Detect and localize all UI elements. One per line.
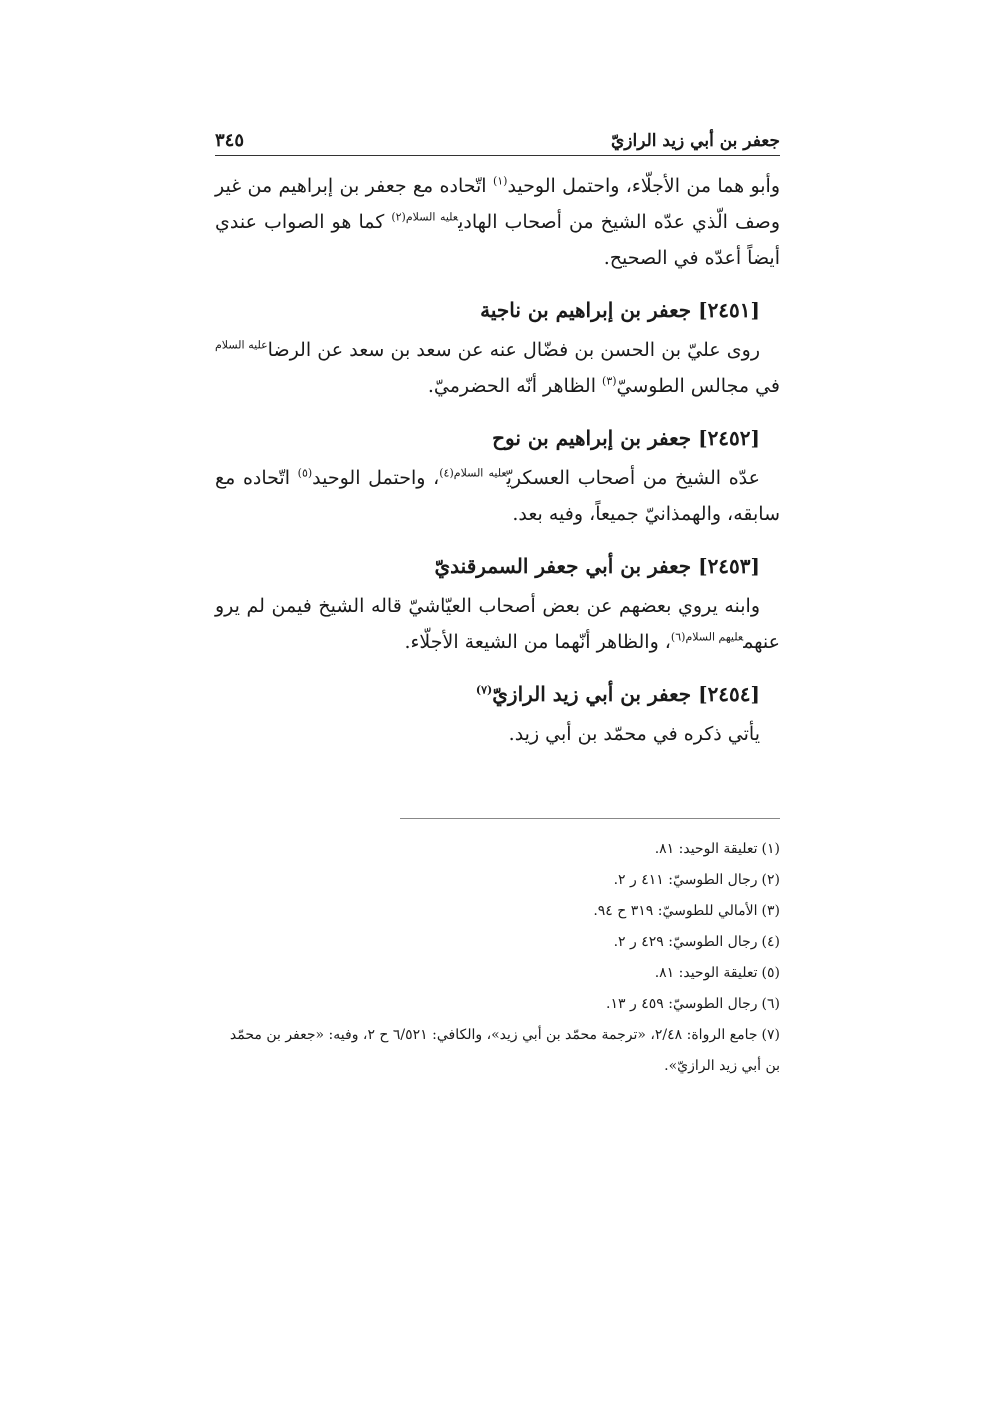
entry-2453 [215,548,780,660]
footnote-text: رجال الطوسيّ: ٤٥٩ ر ١٣. [606,996,758,1012]
honorific-glyph: عليه السلام [215,338,268,352]
footnote-ref-3: (٣) [602,374,617,388]
footnote-ref-2: (٢) [391,210,406,224]
entry-title: [٢٤٥٣] جعفر بن أبي جعفر السمرقنديّ [434,554,760,578]
entry-title [215,676,780,712]
footnote-number: (٧) [761,1027,780,1043]
footnote-text: تعليقة الوحيد: ٨١. [654,841,758,857]
footnote-ref-6: (٦) [670,630,686,644]
intro-paragraph [215,168,780,276]
footnote-text: جامع الرواة: ٢/٤٨، «ترجمة محمّد بن أبي زيد»، والكافي: ٦/٥٢١ ح ٢، وفيه: «جعفر بن محمّد بن أبي زيد الرازيّ». [229,1027,780,1074]
honorific-glyph: عليهم السلام [685,630,744,644]
footnote-7 [215,1020,780,1082]
footnote-3 [215,896,780,927]
entry-text [215,716,780,752]
footnote-ref-7: (٧) [475,683,493,697]
honorific-glyph: عليه السلام [405,210,459,224]
footnote-divider [400,818,780,819]
footnote-1 [215,834,780,865]
intro-text-3: أعدّه في الصحيح. [603,247,742,269]
footnotes [215,834,780,1082]
entry-2451 [215,292,780,404]
entry-title: [٢٤٥١] جعفر بن إبراهيم بن ناجية [480,298,760,322]
entry-2454 [215,676,780,752]
entry-text-b: ، واحتمل الوحيد [312,467,440,489]
footnote-6 [215,989,780,1020]
footnote-number: (٥) [761,965,780,981]
footnote-4 [215,927,780,958]
page-number: ٣٤٥ [215,130,245,151]
intro-text-1: وأبو هما من الأجلّاء، واحتمل الوحيد [507,175,781,197]
footnote-number: (٣) [761,903,780,919]
entry-text [215,588,780,660]
entry-text-a: عدّه الشيخ من أصحاب العسكريّ [506,467,760,489]
footnote-ref-5: (٥) [297,466,313,480]
entry-text-c: الظاهر أنّه الحضرميّ. [427,375,603,397]
entry-text-b: ، والظاهر أنّهما من الشيعة الأجلّاء. [404,631,671,653]
footnote-ref-4: (٤) [439,466,454,480]
footnote-text: الأمالي للطوسيّ: ٣١٩ ح ٩٤. [593,903,758,919]
footnote-2 [215,865,780,896]
footnote-text: رجال الطوسيّ: ٤٢٩ ر ٢. [613,934,758,950]
page-body [215,168,780,752]
running-header [215,120,780,156]
honorific-glyph: عليه السلام [453,466,507,480]
footnote-number: (٢) [761,872,780,888]
footnote-ref-1: (١) [492,174,508,188]
header-title: جعفر بن أبي زيد الرازيّ [610,131,780,151]
book-page [215,0,780,1403]
entry-text [215,332,780,404]
intro-text-2b: كما هو الصواب عندي أيضاً [215,211,780,269]
entry-title: [٢٤٥٢] جعفر بن إبراهيم بن نوح [492,426,760,450]
entry-text-a: يأتي ذكره في محمّد بن أبي زيد. [508,723,760,745]
intro-text-1b: اتّحاده مع جعفر بن إبراهيم من غير [215,175,493,197]
footnote-number: (٤) [761,934,780,950]
entry-2452 [215,420,780,532]
footnote-text: تعليقة الوحيد: ٨١. [654,965,758,981]
footnote-number: (٦) [761,996,780,1012]
entry-text-b: في مجالس الطوسيّ [616,375,780,397]
entry-text-a: وابنه يروي بعضهم عن بعض أصحاب العيّاشيّ قاله الشيخ فيمن لم يرو عنهم [215,595,780,653]
entry-text [215,460,780,532]
footnote-text: رجال الطوسيّ: ٤١١ ر ٢. [613,872,758,888]
entry-text-a: روى عليّ بن الحسن بن فضّال عنه عن سعد بن سعد عن الرضا [267,339,761,361]
entry-text-c: اتّحاده مع سابقه، والهمذانيّ جميعاً، وفيه بعد. [215,467,780,525]
footnote-5 [215,958,780,989]
intro-text-2: وصف الّذي عدّه الشيخ من أصحاب الهادي [458,211,780,233]
entry-title-text: [٢٤٥٤] جعفر بن أبي زيد الرازيّ [492,682,760,706]
footnote-number: (١) [761,841,780,857]
